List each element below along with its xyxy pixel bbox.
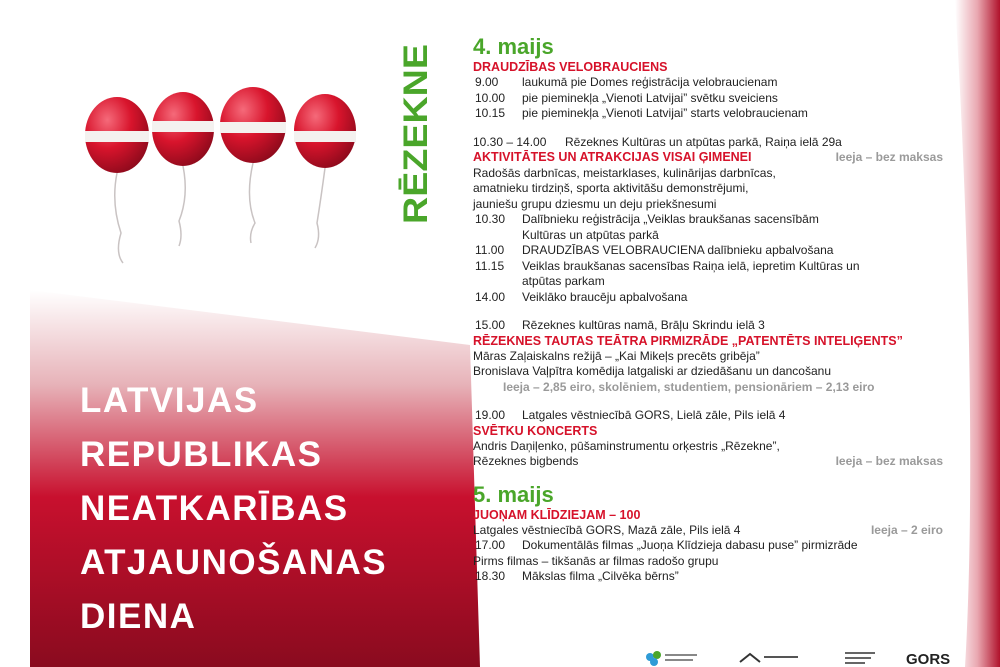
title-line: ATJAUNOŠANAS [80, 543, 388, 582]
time: 11.00 [475, 243, 505, 257]
city-name-text: RĒZEKNE [397, 61, 435, 224]
schedule-item [473, 259, 953, 275]
description-line: Māras Zaļaiskalns režijā – „Kai Mikeļs precēts gribēja” [473, 348, 760, 363]
item-text: Veiklāko braucēju apbalvošana [522, 289, 688, 304]
entry-price: Ieeja – bez maksas [835, 150, 943, 164]
time-place [473, 135, 953, 151]
page-title [80, 374, 460, 644]
city-name [397, 36, 435, 226]
title-line: REPUBLIKAS [80, 435, 323, 474]
description-line: Pirms filmas – tikšanās ar filmas radošo grupu [473, 553, 719, 568]
entry-price: Ieeja – 2 eiro [870, 522, 943, 537]
time: 10.00 [475, 90, 506, 105]
time: 14.00 [475, 289, 506, 304]
event-title: RĒZEKNES TAUTAS TEĀTRA PIRMIZRĀDE „PATENTĒTS INTELIĢENTS” [473, 333, 903, 348]
place: Latgales vēstniecībā GORS, Lielā zāle, Pils ielā 4 [522, 408, 786, 422]
event-title: AKTIVITĀTES UN ATRAKCIJAS VISAI ĢIMENEI [473, 150, 752, 164]
time: 10.30 – 14.00 [473, 134, 547, 149]
time: 17.00 [475, 538, 506, 552]
entry-price: Ieeja – 2,85 eiro, skolēniem, studentiem, pensionāriem – 2,13 eiro [503, 379, 875, 394]
description-line: Radošās darbnīcas, meistarklases, kulinārijas darbnīcas, [473, 165, 776, 180]
time-place [473, 318, 953, 334]
balloon [220, 87, 286, 243]
item-text: laukumā pie Domes reģistrācija velobraucienam [522, 75, 778, 89]
culture-logo [740, 654, 798, 662]
gors-logo: GORS [906, 651, 951, 667]
schedule-item [473, 212, 953, 228]
school-logo [845, 652, 875, 664]
time: 19.00 [475, 408, 506, 422]
time-place [473, 408, 953, 424]
day-heading: 4. maijs [473, 34, 554, 59]
description-row [473, 454, 953, 470]
day-heading: 5. maijs [473, 481, 554, 507]
title-line: DIENA [80, 597, 197, 636]
description-line: Rēzeknes bigbends [473, 454, 579, 468]
schedule-item [473, 75, 953, 91]
description-line: Andris Daņiļenko, pūšaminstrumentu orķestris „Rēzekne”, [473, 438, 780, 453]
description-line: jauniešu grupu dziesmu un deju priekšnesumi [473, 196, 717, 211]
programme [473, 34, 953, 585]
schedule-item [473, 569, 953, 585]
item-continuation: atpūtas parkam [522, 274, 605, 288]
title-line: NEATKARĪBAS [80, 489, 349, 528]
item-text: pie pieminekļa „Vienoti Latvijai” starts velobraucienam [522, 106, 808, 120]
place: Latgales vēstniecībā GORS, Mazā zāle, Pils ielā 4 [473, 522, 741, 537]
time: 10.30 [475, 212, 506, 226]
schedule-item [473, 290, 953, 306]
place-row [473, 523, 953, 539]
description-line: Bronislava Vaļpītra komēdija latgaliski ar dziedāšanu un dancošanu [473, 364, 831, 378]
balloon [294, 94, 356, 248]
time: 18.30 [475, 569, 506, 583]
place: Rēzeknes kultūras namā, Brāļu Skrindu ielā 3 [522, 318, 765, 332]
sponsor-logos [640, 648, 970, 667]
balloons-illustration [75, 85, 375, 265]
event-title: SVĒTKU KONCERTS [473, 423, 598, 438]
schedule-item [473, 106, 953, 122]
entry-price: Ieeja – bez maksas [835, 454, 943, 468]
balloon [85, 97, 149, 263]
time: 11.15 [475, 258, 505, 273]
time: 9.00 [475, 75, 499, 89]
schedule-item [473, 538, 953, 554]
place: Rēzeknes Kultūras un atpūtas parkā, Raiņa ielā 29a [565, 134, 842, 149]
item-continuation: Kultūras un atpūtas parkā [522, 227, 659, 242]
item-text: pie pieminekļa „Vienoti Latvijai” svētku sveiciens [522, 90, 778, 105]
event-title: DRAUDZĪBAS VELOBRAUCIENS [473, 60, 668, 74]
event-title-row [473, 150, 953, 166]
item-text: DRAUDZĪBAS VELOBRAUCIENA dalībnieku apbalvošana [522, 243, 834, 257]
title-line: LATVIJAS [80, 381, 259, 420]
item-text: Veiklas braukšanas sacensības Raiņa ielā, iepretim Kultūras un [522, 258, 860, 273]
time: 10.15 [475, 106, 506, 120]
item-text: Dokumentālās filmas „Juoņa Klīdzieja dabasu puse” pirmizrāde [522, 538, 858, 552]
item-text: Mākslas filma „Cilvēka bērns” [522, 569, 679, 583]
municipality-logo [646, 651, 697, 666]
event-title: JUOŅAM KLĪDZIEJAM – 100 [473, 507, 641, 522]
item-text: Dalībnieku reģistrācija „Veiklas braukšanas sacensībām [522, 212, 819, 226]
balloon [152, 92, 214, 246]
schedule-item [473, 243, 953, 259]
time: 15.00 [475, 318, 506, 332]
schedule-item [473, 91, 953, 107]
description-line: amatnieku tirdziņš, sporta aktivitāšu demonstrējumi, [473, 181, 749, 195]
